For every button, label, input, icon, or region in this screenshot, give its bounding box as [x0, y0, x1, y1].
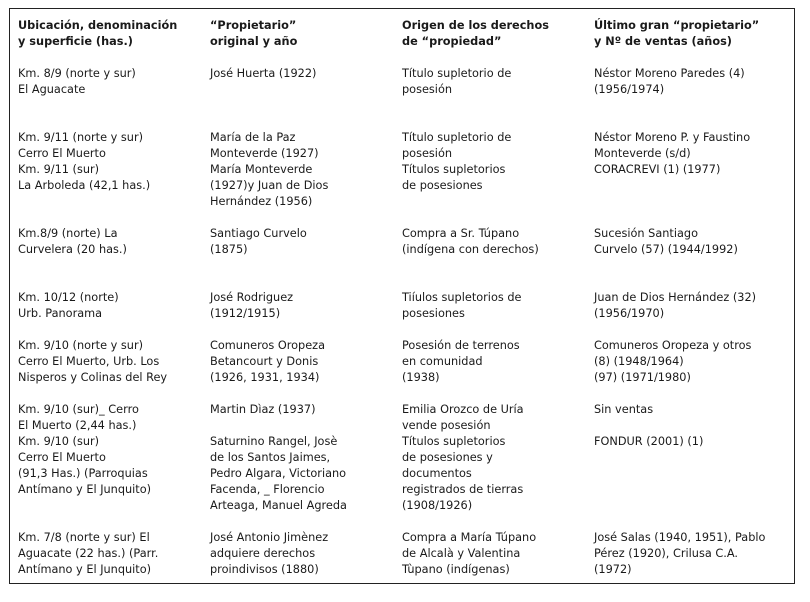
table-cell-last-owner-column — [594, 226, 799, 258]
table-cell-original-owner-column — [210, 338, 390, 386]
cell-line: Cerro El Muerto, Urb. Los — [18, 355, 160, 368]
cell-line: Saturnino Rangel, Josè — [210, 435, 338, 448]
table-cell-original-owner-column — [210, 66, 390, 82]
cell-line: (1926, 1931, 1934) — [210, 371, 320, 384]
table-cell-rights-origin-column — [402, 402, 592, 514]
cell-line: Km. 9/11 (sur) — [18, 163, 100, 176]
cell-line: (1972) — [594, 563, 632, 576]
cell-line: Cerro El Muerto — [18, 451, 106, 464]
header-location-column — [18, 18, 198, 50]
cell-line — [210, 418, 390, 434]
cell-line: Santiago Curvelo — [210, 227, 307, 240]
cell-line: Km. 9/10 (sur) — [18, 435, 100, 448]
cell-line: Antímano y El Junquito) — [18, 563, 152, 576]
table-cell-location-column — [18, 290, 198, 322]
table-cell-location-column — [18, 338, 198, 386]
cell-line: Cerro El Muerto — [18, 147, 106, 160]
cell-line: Pérez (1920), Crilusa C.A. — [594, 547, 738, 560]
header-line: original y año — [210, 35, 298, 48]
cell-line: Posesión de terrenos — [402, 339, 520, 352]
cell-line: Sucesión Santiago — [594, 227, 699, 240]
cell-line: (1927)y Juan de Dios — [210, 179, 329, 192]
cell-line: posesión — [402, 83, 453, 96]
table-cell-rights-origin-column — [402, 338, 592, 386]
cell-line: (1956/1974) — [594, 83, 665, 96]
header-line: y superficie (has.) — [18, 35, 133, 48]
cell-line: Emilia Orozco de Uría — [402, 403, 524, 416]
table-cell-original-owner-column — [210, 530, 390, 578]
table-cell-rights-origin-column — [402, 530, 592, 578]
cell-line: (1908/1926) — [402, 499, 473, 512]
header-line: de “propiedad” — [402, 35, 502, 48]
cell-line: Facenda, _ Florencio — [210, 483, 325, 496]
cell-line: Títulos supletorios — [402, 163, 506, 176]
cell-line: registrados de tierras — [402, 483, 524, 496]
cell-line: Arteaga, Manuel Agreda — [210, 499, 347, 512]
cell-line: Néstor Moreno Paredes (4) — [594, 67, 745, 80]
cell-line: Comuneros Oropeza — [210, 339, 326, 352]
cell-line: El Muerto (2,44 has.) — [18, 419, 137, 432]
header-rights-origin-column — [402, 18, 592, 50]
cell-line: FONDUR (2001) (1) — [594, 435, 704, 448]
cell-line: posesiones — [402, 307, 465, 320]
cell-line: Km. 10/12 (norte) — [18, 291, 119, 304]
cell-line: Néstor Moreno P. y Faustino — [594, 131, 751, 144]
cell-line: (1938) — [402, 371, 440, 384]
cell-line: Km. 9/10 (norte y sur) — [18, 339, 144, 352]
cell-line: La Arboleda (42,1 has.) — [18, 179, 151, 192]
cell-line: Curvelo (57) (1944/1992) — [594, 243, 738, 256]
cell-line: Pedro Algara, Victoriano — [210, 467, 347, 480]
cell-line: Aguacate (22 has.) (Parr. — [18, 547, 159, 560]
cell-line: Compra a María Túpano — [402, 531, 537, 544]
cell-line: de Alcalà y Valentina — [402, 547, 521, 560]
cell-line: Antímano y El Junquito) — [18, 483, 152, 496]
cell-line: Monteverde (s/d) — [594, 147, 691, 160]
header-original-owner-column — [210, 18, 390, 50]
cell-line: (1956/1970) — [594, 307, 665, 320]
cell-line: María de la Paz — [210, 131, 296, 144]
table-cell-location-column — [18, 530, 198, 578]
cell-line: (8) (1948/1964) — [594, 355, 684, 368]
cell-line: Curvelera (20 has.) — [18, 243, 127, 256]
table-cell-rights-origin-column — [402, 130, 592, 194]
header-line: Último gran “propietario” — [594, 19, 760, 32]
cell-line: Hernández (1956) — [210, 195, 313, 208]
cell-line: vende posesión — [402, 419, 491, 432]
table-cell-last-owner-column — [594, 130, 799, 178]
table-cell-last-owner-column — [594, 402, 799, 450]
cell-line: documentos — [402, 467, 472, 480]
table-cell-location-column — [18, 130, 198, 194]
cell-line: Comuneros Oropeza y otros — [594, 339, 752, 352]
table-cell-rights-origin-column — [402, 226, 592, 258]
cell-line: (1875) — [210, 243, 248, 256]
cell-line: José Salas (1940, 1951), Pablo — [594, 531, 766, 544]
cell-line: Betancourt y Donis — [210, 355, 319, 368]
table-cell-last-owner-column — [594, 530, 799, 578]
cell-line: posesión — [402, 147, 453, 160]
table-cell-last-owner-column — [594, 290, 799, 322]
cell-line: adquiere derechos — [210, 547, 316, 560]
cell-line: Nisperos y Colinas del Rey — [18, 371, 168, 384]
cell-line: El Aguacate — [18, 83, 86, 96]
cell-line: de los Santos Jaimes, — [210, 451, 331, 464]
cell-line: Sin ventas — [594, 403, 654, 416]
header-line: “Propietario” — [210, 19, 297, 32]
cell-line: en comunidad — [402, 355, 483, 368]
cell-line: José Rodriguez — [210, 291, 294, 304]
table-cell-original-owner-column — [210, 130, 390, 210]
cell-line: Tiíulos supletorios de — [402, 291, 522, 304]
header-last-owner-column — [594, 18, 799, 50]
table-cell-original-owner-column — [210, 290, 390, 322]
cell-line: CORACREVI (1) (1977) — [594, 163, 721, 176]
cell-line: (indígena con derechos) — [402, 243, 539, 256]
cell-line: de posesiones y — [402, 451, 493, 464]
cell-line: María Monteverde — [210, 163, 313, 176]
header-line: Ubicación, denominación — [18, 19, 178, 32]
cell-line: José Antonio Jimènez — [210, 531, 329, 544]
cell-line: (1912/1915) — [210, 307, 281, 320]
table-cell-rights-origin-column — [402, 66, 592, 98]
cell-line: Título supletorio de — [402, 67, 512, 80]
cell-line: José Huerta (1922) — [210, 67, 317, 80]
cell-line: Compra a Sr. Túpano — [402, 227, 520, 240]
cell-line: Martin Dìaz (1937) — [210, 403, 316, 416]
cell-line: Urb. Panorama — [18, 307, 103, 320]
table-cell-location-column — [18, 226, 198, 258]
cell-line: Km. 7/8 (norte y sur) El — [18, 531, 150, 544]
cell-line: de posesiones — [402, 179, 483, 192]
cell-line: Km. 9/11 (norte y sur) — [18, 131, 144, 144]
header-line: y Nº de ventas (años) — [594, 35, 732, 48]
cell-line: proindivisos (1880) — [210, 563, 319, 576]
table-cell-last-owner-column — [594, 66, 799, 98]
cell-line: Juan de Dios Hernández (32) — [594, 291, 757, 304]
header-line: Origen de los derechos — [402, 19, 549, 32]
table-cell-location-column — [18, 402, 198, 498]
cell-line: Km. 8/9 (norte y sur) — [18, 67, 136, 80]
cell-line: Título supletorio de — [402, 131, 512, 144]
cell-line: Km. 9/10 (sur)_ Cerro — [18, 403, 139, 416]
table-cell-rights-origin-column — [402, 290, 592, 322]
cell-line: (97) (1971/1980) — [594, 371, 691, 384]
cell-line: Tùpano (indígenas) — [402, 563, 510, 576]
table-cell-original-owner-column — [210, 226, 390, 258]
cell-line: (91,3 Has.) (Parroquias — [18, 467, 148, 480]
table-cell-location-column — [18, 66, 198, 98]
table-cell-last-owner-column — [594, 338, 799, 386]
cell-line — [594, 418, 799, 434]
cell-line: Títulos supletorios — [402, 435, 506, 448]
table-cell-original-owner-column — [210, 402, 390, 514]
cell-line: Km.8/9 (norte) La — [18, 227, 118, 240]
cell-line: Monteverde (1927) — [210, 147, 319, 160]
